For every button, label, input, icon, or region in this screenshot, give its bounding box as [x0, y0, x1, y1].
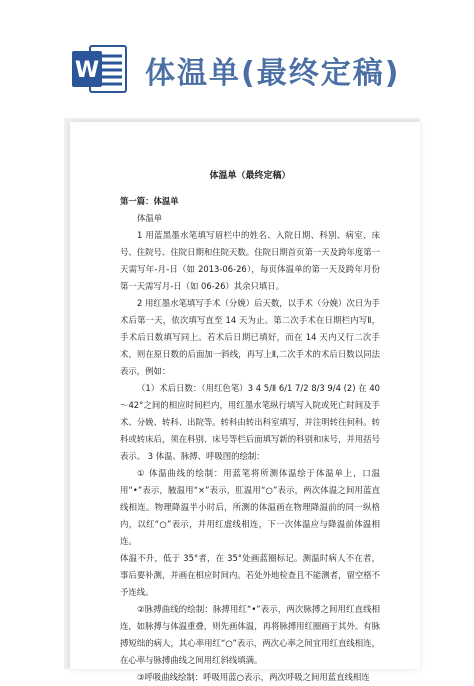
paragraph: （1）术后日数：（用红色笔）3 4 5/Ⅱ 6/1 7/2 8/3 9/4 (2) 在 40～42°之间的相应时间栏内，用红墨水笔纵行填写入院或死亡时间及手术、分娩、转科、出院等。转科由转出科室填写，并注明转往何科。转科或转床后，须在科别、床号等栏后面填写新的科别和床号，并用括号表示。 3 体温、脉搏、呼吸图的绘制： [120, 383, 380, 461]
paragraph: ②脉搏曲线的绘制：脉搏用红“•”表示，两次脉搏之间用红直线相连，如脉搏与体温重叠，则先画体温，再将脉搏用红圈画于其外。有脉搏短绌的病人，其心率用红“○”表示，两次心率之间宜用红直线相连，在心率与脉搏曲线之间用红斜线填满。 [120, 604, 380, 665]
paragraph: ① 体温曲线的绘制：用蓝笔将所测体温绘于体温单上，口温用“•”表示，腋温用“×”表示，肛温用“○”表示，两次体温之间用蓝直线相连。物理降温半小时后，所测的体温画在物理降温前的同一纵格内，以红“○”表示，并用红虚线相连，下一次体温应与降温前体温相连。 [120, 468, 380, 546]
paragraph: 2 用红墨水笔填写手术（分娩）后天数，以手术（分娩）次日为手术后第一天，依次填写直至 14 天为止。第二次手术在日期栏内写Ⅱ，手术后日数填写同上。若术后日期已填好，而在 14 天内又行二次手术，则在原日数的后面加一斜线，再写上Ⅱ,二次手术的术后日数以同法表示，例如： [120, 298, 380, 376]
paragraph: 1 用蓝黑墨水笔填写眉栏中的姓名、入院日期、科别、病室、床号、住院号、住院日期和住院天数。住院日期首页第一天及跨年度第一天需写年-月-日（如 2013-06-26），每页体温单的第一天及跨年月份第一天需写月-日（如 06-26）其余只填日。 [120, 230, 380, 291]
doc-heading: 体温单（最终定稿） [209, 171, 291, 181]
paragraph: ③呼吸曲线绘制：呼吸用蓝○表示，两次呼吸之间用蓝直线相连 [137, 672, 370, 682]
header [0, 0, 474, 118]
svg-text:W: W [74, 58, 100, 83]
document-body [120, 168, 380, 686]
paragraph: 体温不升，低于 35°者，在 35°处画蓝圈标记。测温时病人不在者，事后要补测，并画在相应时间内。若处外地检查且不能测者，留空格不予连线。 [120, 553, 380, 597]
word-icon [70, 42, 128, 96]
document-title: 体温单(最终定稿) [145, 56, 401, 91]
section-heading: 第一篇：体温单 [120, 196, 179, 206]
section-subtitle: 体温单 [137, 213, 163, 223]
